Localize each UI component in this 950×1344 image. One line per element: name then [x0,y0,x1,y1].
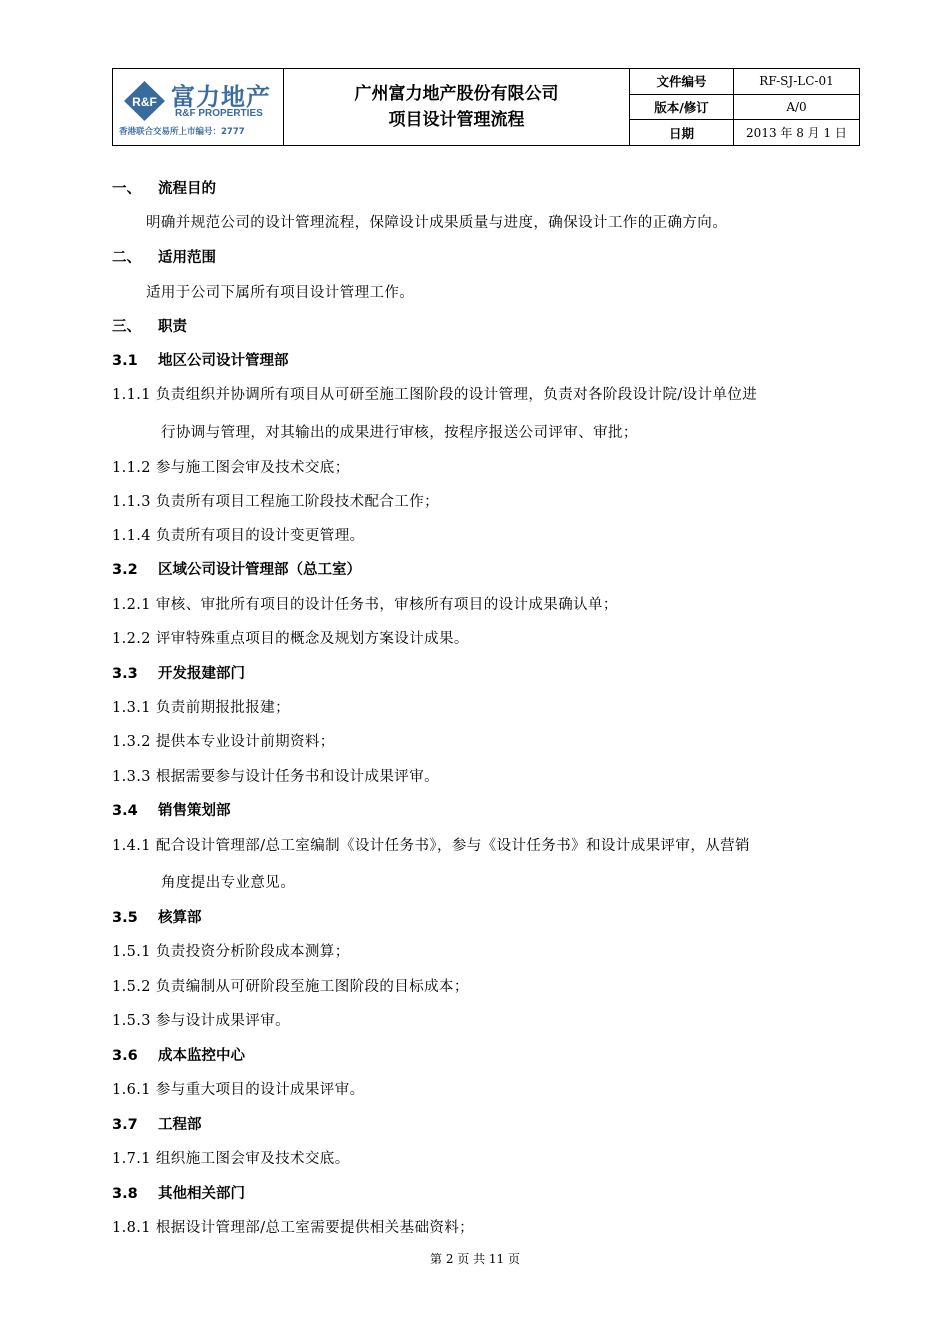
list-item: 1.4.1 配合设计管理部/总工室编制《设计任务书》，参与《设计任务书》和设计成果评审，从营销 [112,838,750,854]
paragraph: 适用于公司下属所有项目设计管理工作。 [146,285,415,301]
list-item: 1.5.3 参与设计成果评审。 [112,1013,291,1029]
section-number: 三、 [112,319,141,335]
subsection-title: 地区公司设计管理部 [158,353,289,369]
list-item: 1.5.2 负责编制从可研阶段至施工图阶段的目标成本； [112,979,469,995]
paragraph: 明确并规范公司的设计管理流程，保障设计成果质量与进度，确保设计工作的正确方向。 [146,215,728,231]
subsection-number: 3.5 [112,910,138,926]
section-number: 一、 [112,181,141,197]
list-item: 1.2.1 审核、审批所有项目的设计任务书，审核所有项目的设计成果确认单； [112,597,618,613]
logo-listing: 香港联合交易所上市编号：2777 [119,127,245,137]
list-item: 1.6.1 参与重大项目的设计成果评审。 [112,1082,365,1098]
subsection-title: 成本监控中心 [158,1048,245,1064]
rf-logo-icon [122,79,167,123]
subsection-heading [112,1044,245,1065]
subsection-heading [112,906,202,927]
subsection-heading [112,662,245,683]
section-number: 二、 [112,250,141,266]
meta-value: RF-SJ-LC-01 [759,74,834,89]
meta-row-date [630,120,859,145]
subsection-heading [112,1113,202,1134]
subsection-title: 其他相关部门 [158,1186,245,1202]
list-item: 1.3.1 负责前期报批报建； [112,700,291,716]
subsection-heading [112,799,231,820]
subsection-title: 工程部 [158,1117,202,1133]
header-title [284,69,630,145]
list-item: 1.1.2 参与施工图会审及技术交底； [112,460,350,476]
subsection-number: 3.3 [112,666,138,682]
list-item: 1.7.1 组织施工图会审及技术交底。 [112,1151,350,1167]
subsection-title: 区域公司设计管理部（总工室） [158,562,361,578]
subsection-heading [112,558,361,579]
list-item: 1.5.1 负责投资分析阶段成本测算； [112,944,350,960]
meta-key: 版本/修订 [630,95,734,120]
subsection-heading [112,349,289,370]
subsection-title: 销售策划部 [158,803,231,819]
list-item-continuation: 角度提出专业意见。 [161,875,296,891]
section-title: 适用范围 [158,250,216,266]
list-item: 1.3.3 根据需要参与设计任务书和设计成果评审。 [112,769,440,785]
list-item: 1.2.2 评审特殊重点项目的概念及规划方案设计成果。 [112,631,469,647]
subsection-number: 3.7 [112,1117,138,1133]
logo-name-cn: 富力地产 [171,82,271,111]
list-item-continuation: 行协调与管理，对其输出的成果进行审核，按程序报送公司评审、审批； [161,425,638,441]
section-heading [112,315,187,336]
section-heading [112,177,216,198]
section-heading [112,246,216,267]
subsection-number: 3.4 [112,803,138,819]
meta-value: 2013 年 8 月 1 日 [746,126,847,141]
list-item: 1.8.1 根据设计管理部/总工室需要提供相关基础资料； [112,1220,475,1236]
document-title: 项目设计管理流程 [388,110,525,130]
list-item: 1.1.1 负责组织并协调所有项目从可研至施工图阶段的设计管理，负责对各阶段设计院/设计单位进 [112,387,758,403]
page-footer: 第 2 页 共 11 页 [430,1252,520,1266]
section-title: 流程目的 [158,181,216,197]
meta-value: A/0 [786,100,807,114]
subsection-number: 3.8 [112,1186,138,1202]
meta-key: 文件编号 [630,69,734,94]
meta-key: 日期 [630,120,734,145]
meta-row-version [630,95,859,121]
subsection-number: 3.2 [112,562,138,578]
list-item: 1.1.4 负责所有项目的设计变更管理。 [112,528,365,544]
svg-text:R&F: R&F [132,95,157,109]
subsection-title: 核算部 [158,910,202,926]
logo-name-en: R&F PROPERTIES [175,108,263,119]
list-item: 1.1.3 负责所有项目工程施工阶段技术配合工作； [112,494,440,510]
section-title: 职责 [158,319,187,335]
subsection-heading [112,1182,245,1203]
subsection-number: 3.6 [112,1048,138,1064]
company-name: 广州富力地产股份有限公司 [354,84,559,104]
company-logo [113,69,284,145]
subsection-title: 开发报建部门 [158,666,245,682]
meta-row-doc-number [630,69,859,95]
document-header [112,68,860,146]
list-item: 1.3.2 提供本专业设计前期资料； [112,734,335,750]
document-meta-table [630,69,859,145]
subsection-number: 3.1 [112,353,138,369]
